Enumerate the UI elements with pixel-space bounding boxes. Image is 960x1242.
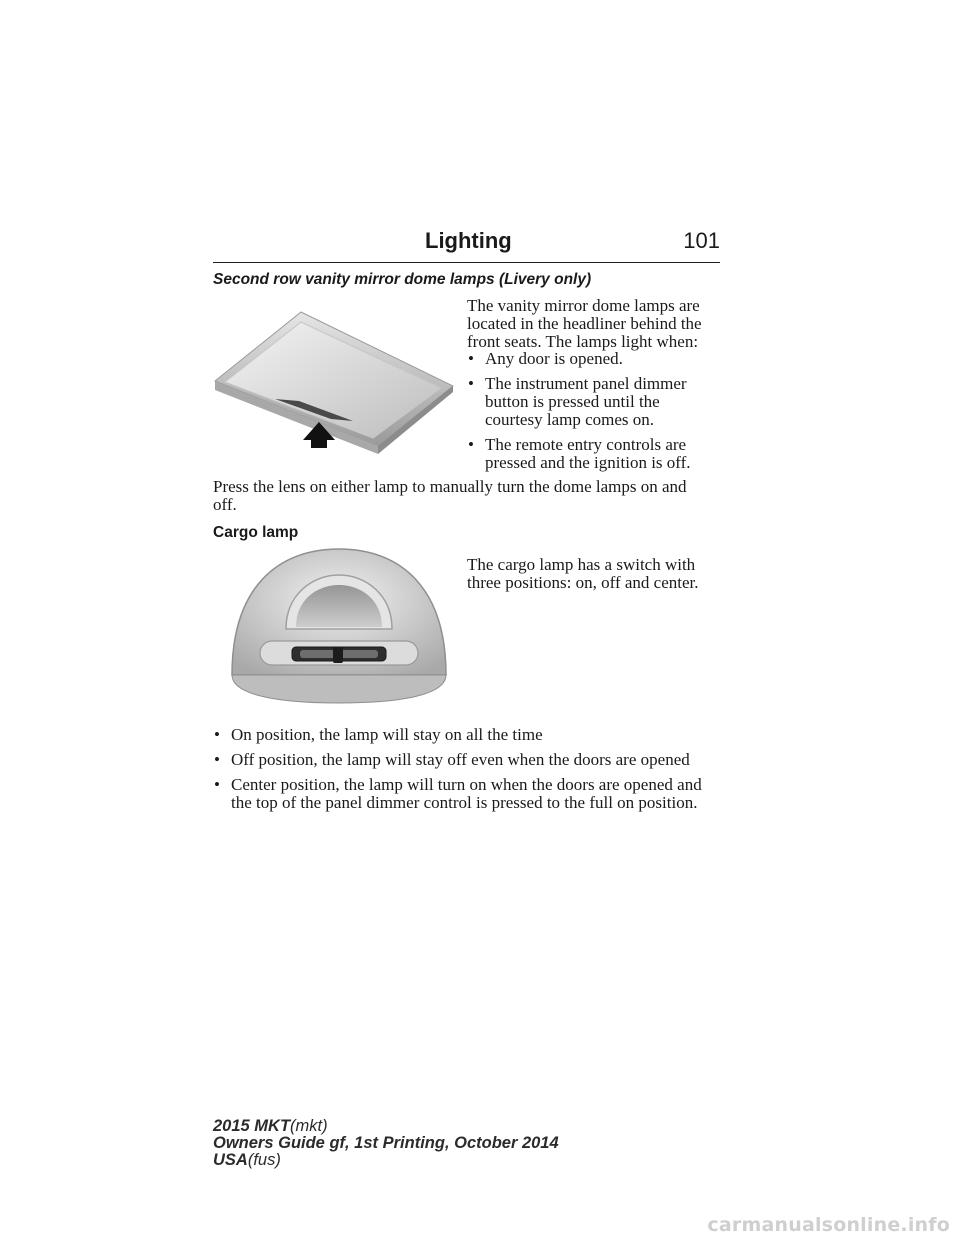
model-code: (mkt) bbox=[290, 1117, 328, 1135]
list-item bbox=[467, 436, 727, 472]
text-line: Off position, the lamp will stay off even when the doors are opened bbox=[231, 750, 690, 769]
text-line: the top of the panel dimmer control is pressed to the full on position. bbox=[231, 793, 698, 812]
text-line: The vanity mirror dome lamps are bbox=[467, 296, 700, 315]
site-watermark: carmanualsonline.info bbox=[707, 1214, 950, 1236]
text-line: Center position, the lamp will turn on when the doors are opened and bbox=[231, 775, 702, 794]
list-item bbox=[213, 751, 733, 769]
bullet-icon: • bbox=[468, 435, 474, 454]
text-line: button is pressed until the bbox=[485, 392, 660, 411]
bullet-icon: • bbox=[214, 750, 220, 769]
vanity-manual-note bbox=[213, 478, 723, 514]
text-line: Any door is opened. bbox=[485, 349, 623, 368]
list-item bbox=[213, 776, 733, 812]
vanity-bullet-list bbox=[467, 350, 727, 479]
document-footer bbox=[213, 1118, 559, 1169]
footer-line-3 bbox=[213, 1152, 559, 1169]
bullet-icon: • bbox=[468, 374, 474, 393]
text-line: off. bbox=[213, 495, 237, 514]
text-line: On position, the lamp will stay on all the time bbox=[231, 725, 543, 744]
text-line: pressed and the ignition is off. bbox=[485, 453, 691, 472]
cargo-intro bbox=[467, 556, 727, 592]
text-line: three positions: on, off and center. bbox=[467, 573, 699, 592]
guide-info: Owners Guide gf, 1st Printing, October 2014 bbox=[213, 1134, 559, 1152]
footer-line-2 bbox=[213, 1135, 559, 1152]
text-line: The instrument panel dimmer bbox=[485, 374, 687, 393]
list-item bbox=[213, 726, 733, 744]
cargo-lamp-heading: Cargo lamp bbox=[213, 524, 299, 541]
list-item bbox=[467, 375, 727, 429]
market-code: (fus) bbox=[247, 1151, 281, 1169]
text-line: located in the headliner behind the bbox=[467, 314, 702, 333]
text-line: The cargo lamp has a switch with bbox=[467, 555, 696, 574]
market-name: USA bbox=[213, 1151, 248, 1169]
page-number: 101 bbox=[683, 228, 720, 253]
bullet-icon: • bbox=[468, 349, 474, 368]
vanity-intro bbox=[467, 297, 727, 351]
footer-line-1 bbox=[213, 1118, 559, 1135]
text-line: front seats. The lamps light when: bbox=[467, 332, 699, 351]
text-line: The remote entry controls are bbox=[485, 435, 687, 454]
vanity-dome-lamps-heading: Second row vanity mirror dome lamps (Livery only) bbox=[213, 271, 592, 288]
cargo-bullet-list bbox=[213, 726, 733, 819]
text-line: courtesy lamp comes on. bbox=[485, 410, 655, 429]
model-name: 2015 MKT bbox=[213, 1117, 291, 1135]
vanity-dome-lamp-illustration bbox=[213, 306, 458, 456]
cargo-lamp-illustration bbox=[228, 547, 450, 705]
section-title: Lighting bbox=[425, 228, 512, 253]
text-line: Press the lens on either lamp to manually turn the dome lamps on and bbox=[213, 477, 687, 496]
list-item bbox=[467, 350, 727, 368]
bullet-icon: • bbox=[214, 775, 220, 794]
page-header bbox=[213, 228, 720, 263]
bullet-icon: • bbox=[214, 725, 220, 744]
